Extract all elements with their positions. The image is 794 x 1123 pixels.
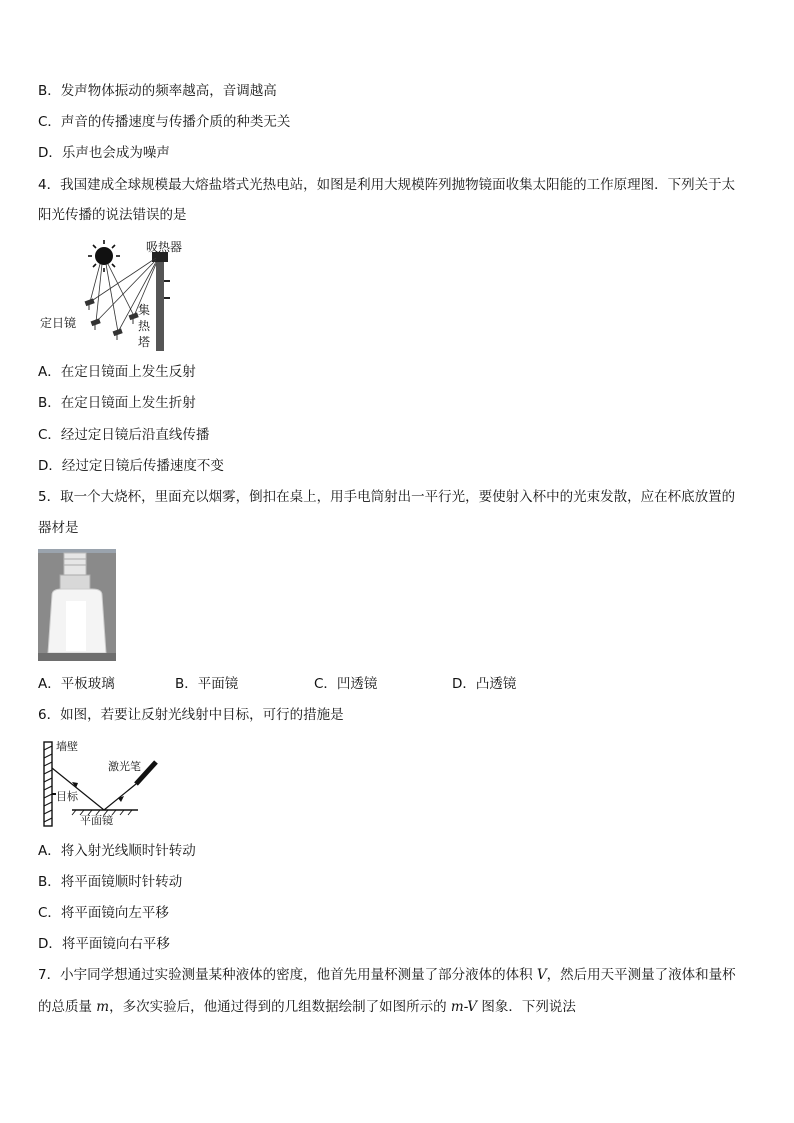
- label-target: 目标: [56, 790, 78, 803]
- q4-stem-line2: 阳光传播的说法错误的是: [38, 207, 187, 223]
- label-mirror: 平面镜: [80, 814, 113, 827]
- label-tower-1: 集: [138, 303, 151, 317]
- wall-mirror-laser-figure: [38, 736, 168, 830]
- beaker-icon: [48, 589, 106, 653]
- q3-option-c: C．声音的传播速度与传播介质的种类无关: [38, 114, 291, 130]
- q7-stem-line1: [38, 965, 736, 985]
- q6-option-d: D．将平面镜向右平移: [38, 936, 170, 952]
- q5-option-c: C．凹透镜: [314, 676, 378, 692]
- q4-option-b: B．在定日镜面上发生折射: [38, 395, 196, 411]
- q6-option-c: C．将平面镜向左平移: [38, 905, 169, 921]
- q7-stem-line2: [38, 997, 576, 1017]
- q4-option-a: A．在定日镜面上发生反射: [38, 364, 196, 380]
- beaker-flashlight-figure: [38, 549, 116, 661]
- wall-icon: [44, 742, 52, 826]
- flashlight-icon: [60, 553, 90, 589]
- label-wall: 墙壁: [56, 740, 78, 753]
- label-tower-3: 塔: [138, 335, 151, 349]
- q4-option-c: C．经过定日镜后沿直线传播: [38, 427, 210, 443]
- q7-text-2b: ，多次实验后，他通过得到的几组数据绘制了如图所示的: [109, 999, 451, 1015]
- q5-option-d: D．凸透镜: [452, 676, 517, 692]
- heliostat-mirrors: [85, 298, 139, 340]
- q7-var-m: m: [96, 999, 110, 1015]
- q4-stem-line1: 4．我国建成全球规模最大熔盐塔式光热电站，如图是利用大规模阵列抛物镜面收集太阳能的工作原理图．下列关于太: [38, 177, 736, 193]
- label-tower-2: 热: [138, 319, 151, 333]
- q7-var-mv: m-V: [450, 999, 478, 1015]
- q5-option-b: B．平面镜: [175, 676, 239, 692]
- q5-stem-line2: 器材是: [38, 520, 79, 536]
- q7-text-2c: 图象．下列说法: [477, 999, 576, 1015]
- label-absorber: 吸热器: [146, 240, 183, 254]
- q3-option-b: B．发声物体振动的频率越高，音调越高: [38, 83, 277, 99]
- incident-ray: [104, 784, 136, 810]
- q6-stem: 6．如图，若要让反射光线射中目标，可行的措施是: [38, 707, 344, 723]
- reflected-ray: [52, 768, 104, 810]
- q4-option-d: D．经过定日镜后传播速度不变: [38, 458, 224, 474]
- sun-icon: [88, 240, 120, 272]
- q5-stem-line1: 5．取一个大烧杯，里面充以烟雾，倒扣在桌上，用手电筒射出一平行光，要使射入杯中的光束发散，应在杯底放置的: [38, 489, 736, 505]
- q7-var-v: V: [536, 967, 547, 983]
- label-laser: 激光笔: [108, 760, 141, 773]
- q7-text-1a: 7．小宇同学想通过实验测量某种液体的密度，他首先用量杯测量了部分液体的体积: [38, 967, 537, 983]
- q3-option-d: D．乐声也会成为噪声: [38, 145, 170, 161]
- q5-option-a: A．平板玻璃: [38, 676, 115, 692]
- q6-option-a: A．将入射光线顺时针转动: [38, 843, 196, 859]
- q7-text-2a: 的总质量: [38, 999, 97, 1015]
- label-heliostat: 定日镜: [40, 316, 77, 330]
- q7-text-1b: ，然后用天平测量了液体和量杯: [546, 967, 736, 983]
- q6-option-b: B．将平面镜顺时针转动: [38, 874, 183, 890]
- solar-tower-figure: [38, 236, 198, 356]
